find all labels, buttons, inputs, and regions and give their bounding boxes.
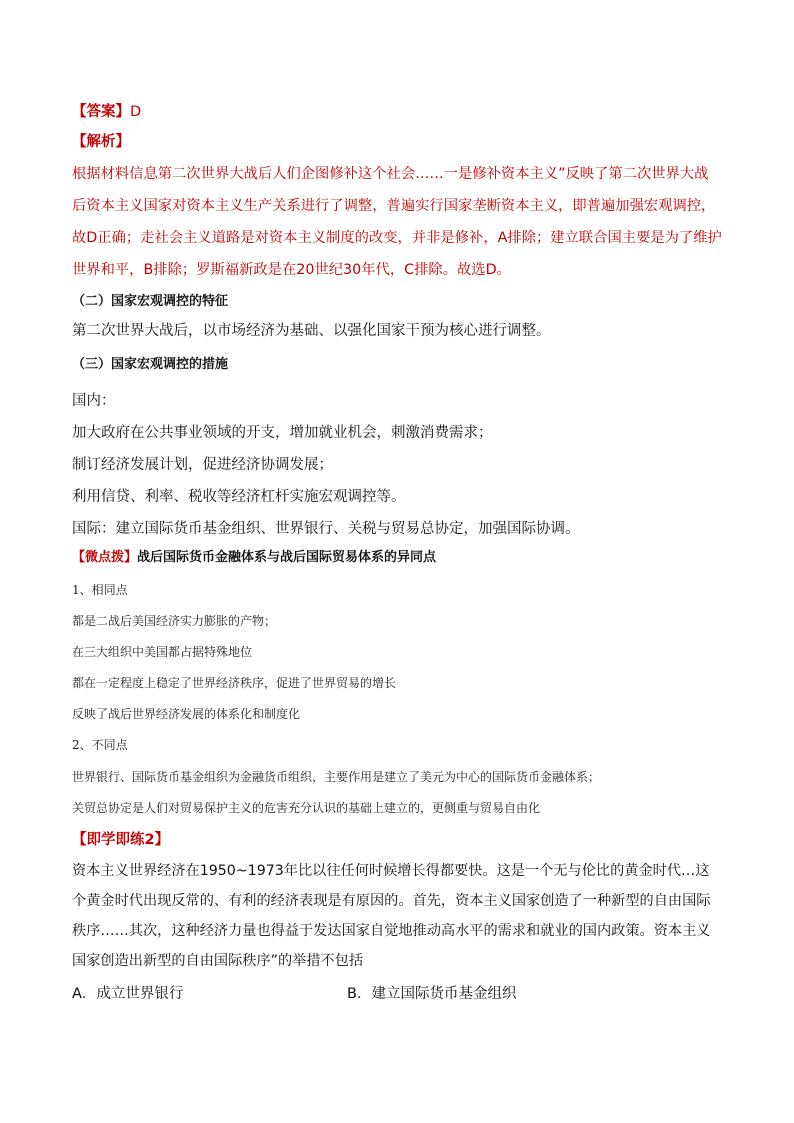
option-b[interactable]: B．建立国际货币基金组织 [347,986,517,1002]
same-item-4: 反映了战后世界经济发展的体系化和制度化 [72,707,301,721]
same-item-1: 都是二战后美国经济实力膨胀的产物； [72,614,277,628]
option-a[interactable]: A．成立世界银行 [72,986,184,1002]
tip-title: 战后国际货币金融体系与战后国际贸易体系的异同点 [137,550,437,565]
answer-value: D [130,104,142,120]
answer-line [72,101,722,123]
international-text: 国际：建立国际货币基金组织、世界银行、关税与贸易总协定，加强国际协调。 [72,521,580,537]
section3-title: （三）国家宏观调控的措施 [72,357,229,372]
analysis-text: 根据材料信息第二次世界大战后人们企图修补这个社会……一是修补资本主义”反映了第二次世界大战后资本主义国家对资本主义生产关系进行了调整，普遍实行国家垄断资本主义，即普遍加强宏观调控，故D正确；走社会主义道路是对资本主义制度的改变，并非是修补，A排除；建立联合国主要是为了维护世界和平，B排除；罗斯福新政是在20世纪30年代，C排除。故选D。 [72,166,722,278]
answer-label: 【答案】 [72,104,130,120]
diff-item-2: 关贸总协定是人们对贸易保护主义的危害充分认识的基础上建立的，更侧重与贸易自由化 [72,801,541,815]
domestic-item-3: 利用信贷、利率、税收等经济杠杆实施宏观调控等。 [72,489,406,505]
analysis-label: 【解析】 [72,134,130,150]
domestic-item-1: 加大政府在公共事业领域的开支，增加就业机会，刺激消费需求； [72,425,493,441]
tip-heading [72,548,722,568]
same-item-3: 都在一定程度上稳定了世界经济秩序，促进了世界贸易的增长 [72,676,397,690]
domestic-item-2: 制订经济发展计划，促进经济协调发展； [72,457,333,473]
diff-item-1: 世界银行、国际货币基金组织为金融货币组织，主要作用是建立了美元为中心的国际货币金融体系； [72,770,601,784]
same-item-2: 在三大组织中美国都占据特殊地位 [72,645,253,659]
section2-title: （二）国家宏观调控的特征 [72,294,229,309]
practice-label: 【即学即练2】 [72,832,170,848]
section2-text: 第二次世界大战后，以市场经济为基础、以强化国家干预为核心进行调整。 [72,323,551,339]
domestic-label: 国内： [72,393,116,409]
tip-label: 【微点拨】 [72,550,138,565]
same-heading: 1、相同点 [72,583,128,597]
diff-heading: 2、不同点 [72,738,128,752]
practice-text: 资本主义世界经济在1950~1973年比以往任何时候增长得都要快。这是一个无与伦比的黄金时代…这个黄金时代出现反常的、有利的经济表现是有原因的。首先，资本主义国家创造了一种新型的自由国际秩序……其次，这种经济力量也得益于发达国家自觉地推动高水平的需求和就业的国内政策。资本主义国家创造出新型的自由国际秩序”的举措不包括 [72,863,711,969]
